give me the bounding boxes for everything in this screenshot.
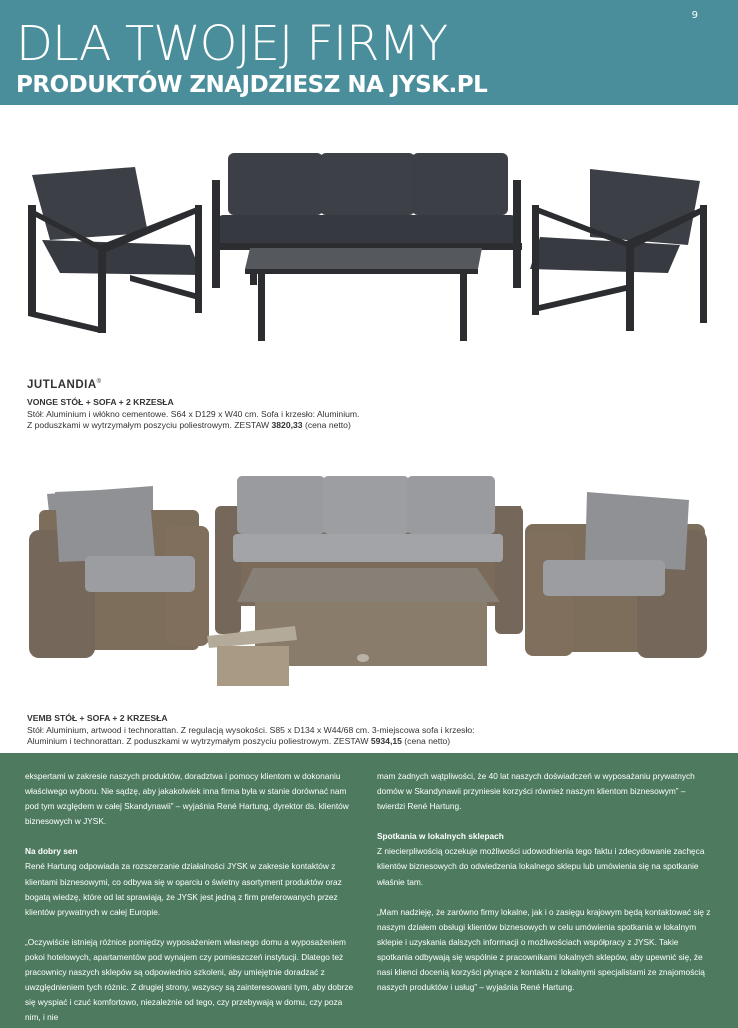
product-price: 5934,15 (370, 736, 402, 746)
page-title: DLA TWOJEJ FIRMY (16, 16, 448, 72)
article-paragraph: Z niecierpliwością oczekuje możliwości udowodnienia tego faktu i zdecydowanie zachęca klientów biznesowych do odwiedzenia lokalnego sklepu lub umówienia się na spotkanie właśnie tam. (377, 846, 705, 887)
brand-logo: JUTLANDIA® (27, 378, 102, 391)
article-subheading: Spotkania w lokalnych sklepach (377, 831, 504, 842)
vemb-left-armchair (29, 486, 209, 658)
page-number: 9 (691, 10, 698, 21)
article-column-right (377, 769, 712, 1010)
vonge-set-photo (20, 145, 720, 345)
vonge-left-armchair (28, 167, 202, 333)
product-vonge (27, 377, 359, 432)
product-price: 3820,33 (271, 420, 303, 431)
product-description: Stół: Aluminium, artwood i technorattan. Z regulacją wysokości. S85 x D134 x W44/68 cm. 3-miejscowa sofa i krzesło: Aluminium i technorattan. Z poduszkami w wytrzymałym poszyciu poliestrowym. ZESTAW 5934,15 (cena netto) (27, 724, 475, 746)
article-paragraph: „Oczywiście istnieją różnice pomiędzy wyposażeniem własnego domu a wyposażeniem pokoi hotelowych, apartamentów pod wynajem czy pomieszczeń instytucji. Dlatego też pracownicy naszych sklepów są odpowiednio szkoleni, aby umiejętnie doradzać z uwzględnieniem tych różnic. Z drugiej strony, wszyscy są zainteresowani tym, aby dobrze się wyspiać i czuć komfortowo, niezależnie od tego, czy przebywają w domu, czy poza nim, i nie (25, 936, 354, 1023)
article-paragraph: ekspertami w zakresie naszych produktów, doradztwa i pomocy klientom w dokonaniu właściwego wyboru. Nie sądzę, aby jakakolwiek inna firma była w stanie dorównać nam pod tym względem w całej Skandynawii” – wyjaśnia René Hartung, dyrektor ds. klientów biznesowych w JYSK. (25, 771, 349, 827)
product-description: Stół: Aluminium i włókno cementowe. S64 x D129 x W40 cm. Sofa i krzesło: Aluminium. Z poduszkami w wytrzymałym poszyciu poliestrowym. ZESTAW 3820,33 (cena netto) (27, 408, 360, 431)
article-paragraph: René Hartung odpowiada za rozszerzanie działalności JYSK w zakresie kontaktów z klientami biznesowymi, co odbywa się w oparciu o świetny asortyment produktów oraz bogatą wiedzę, które od lat sprawiają, że JYSK jest jedną z firm preferowanych przez klientów prywatnych w całej Europie. (25, 861, 342, 917)
article-paragraph: „Mam nadzieję, że zarówno firmy lokalne, jak i o zasięgu krajowym będą kontaktować się z naszym działem obsługi klientów biznesowych w celu umówienia spotkania w lokalnym sklepie i uzyskania dalszych informacji o możliwościach współpracy z JYSK. Takie spotkania odbywają się wspólnie z pracownikami lokalnych sklepów, aby upewnić się, że nasi klienci docenią korzyści płynące z kontaktu z lokalnymi specjalistami ze znajomością naszych produktów i usług” – wyjaśnia René Hartung. (377, 906, 711, 993)
vemb-set-photo (25, 470, 715, 695)
article-paragraph: mam żadnych wątpliwości, że 40 lat naszych doświadczeń w wyposażaniu prywatnych domów w Skandynawii przyniesie korzyści również naszym klientom biznesowym” – twierdzi René Hartung. (377, 771, 695, 812)
article-column-left (25, 769, 360, 1028)
article-section (0, 753, 738, 1028)
vonge-right-armchair (530, 169, 707, 331)
page-subtitle: PRODUKTÓW ZNAJDZIESZ NA JYSK.PL (16, 72, 488, 98)
header-banner (0, 0, 738, 105)
vemb-right-armchair (525, 492, 707, 658)
article-subheading: Na dobry sen (25, 846, 78, 857)
product-name: VONGE STÓŁ + SOFA + 2 KRZESŁA (27, 397, 174, 408)
vonge-table (245, 248, 482, 341)
product-vemb (27, 713, 475, 748)
vemb-table-inset (207, 626, 297, 686)
product-name: VEMB STÓŁ + SOFA + 2 KRZESŁA (27, 713, 168, 723)
